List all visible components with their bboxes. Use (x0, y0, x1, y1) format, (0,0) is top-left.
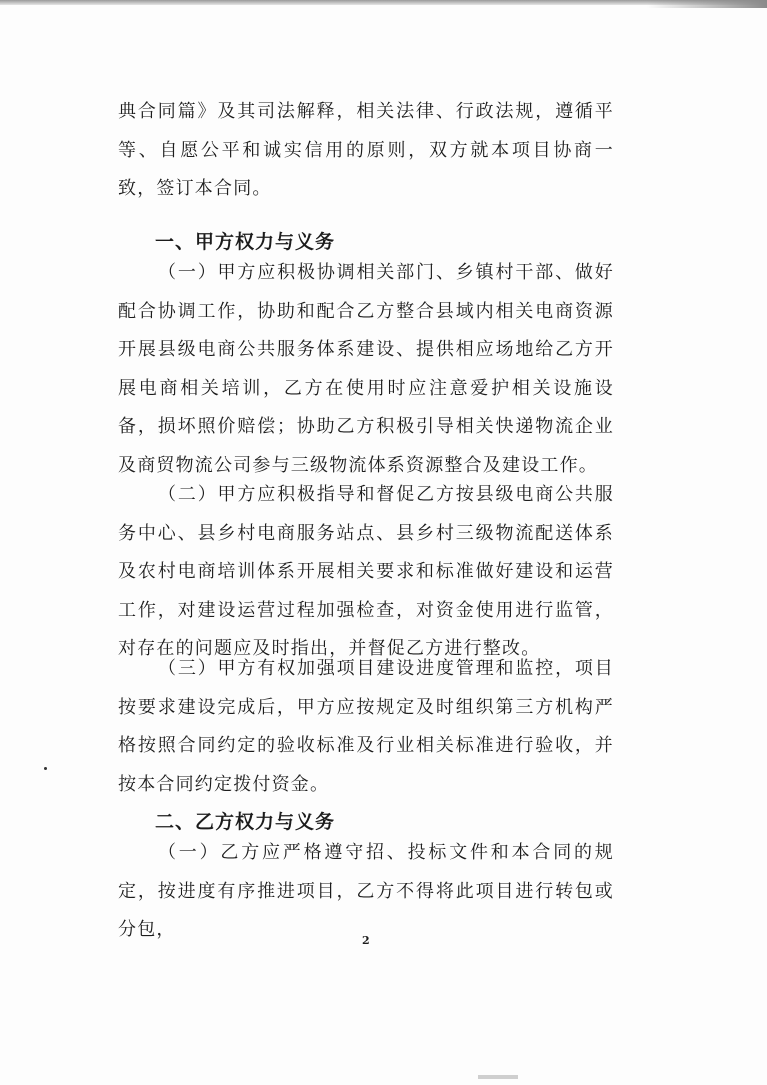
scan-speck (44, 767, 47, 770)
section-1-paragraph-3: （三）甲方有权加强项目建设进度管理和监控，项目按要求建设完成后，甲方应按规定及时组织第三方机构严格按照合同约定的验收标准及行业相关标准进行验收，并按本合同约定拨付资金。 (118, 658, 614, 795)
scan-corner-shadow (647, 0, 767, 8)
section-2-heading: 二、乙方权力与义务 (155, 811, 336, 833)
intro-paragraph: 典合同篇》及其司法解释，相关法律、行政法规，遵循平等、自愿公平和诚实信用的原则，双方就本项目协商一致，签订本合同。 (118, 101, 614, 199)
scan-bottom-mark (478, 1075, 518, 1079)
page-number: 2 (362, 934, 370, 947)
section-2-paragraph-1: （一）乙方应严格遵守招、投标文件和本合同的规定，按进度有序推进项目，乙方不得将此项目进行转包或分包， (118, 842, 614, 940)
section-1-heading: 一、甲方权力与义务 (155, 231, 336, 253)
section-1-paragraph-2: （二）甲方应积极指导和督促乙方按县级电商公共服务中心、县乡村电商服务站点、县乡村三级物流配送体系及农村电商培训体系开展相关要求和标准做好建设和运营工作，对建设运营过程加强检查，对资金使用进行监管，对存在的问题应及时指出，并督促乙方进行整改。 (118, 484, 614, 659)
section-1-paragraph-1: （一）甲方应积极协调相关部门、乡镇村干部、做好配合协调工作，协助和配合乙方整合县域内相关电商资源开展县级电商公共服务体系建设、提供相应场地给乙方开展电商相关培训，乙方在使用时应注意爱护相关设施设备，损坏照价赔偿；协助乙方积极引导相关快递物流企业及商贸物流公司参与三级物流体系资源整合及建设工作。 (118, 262, 614, 476)
